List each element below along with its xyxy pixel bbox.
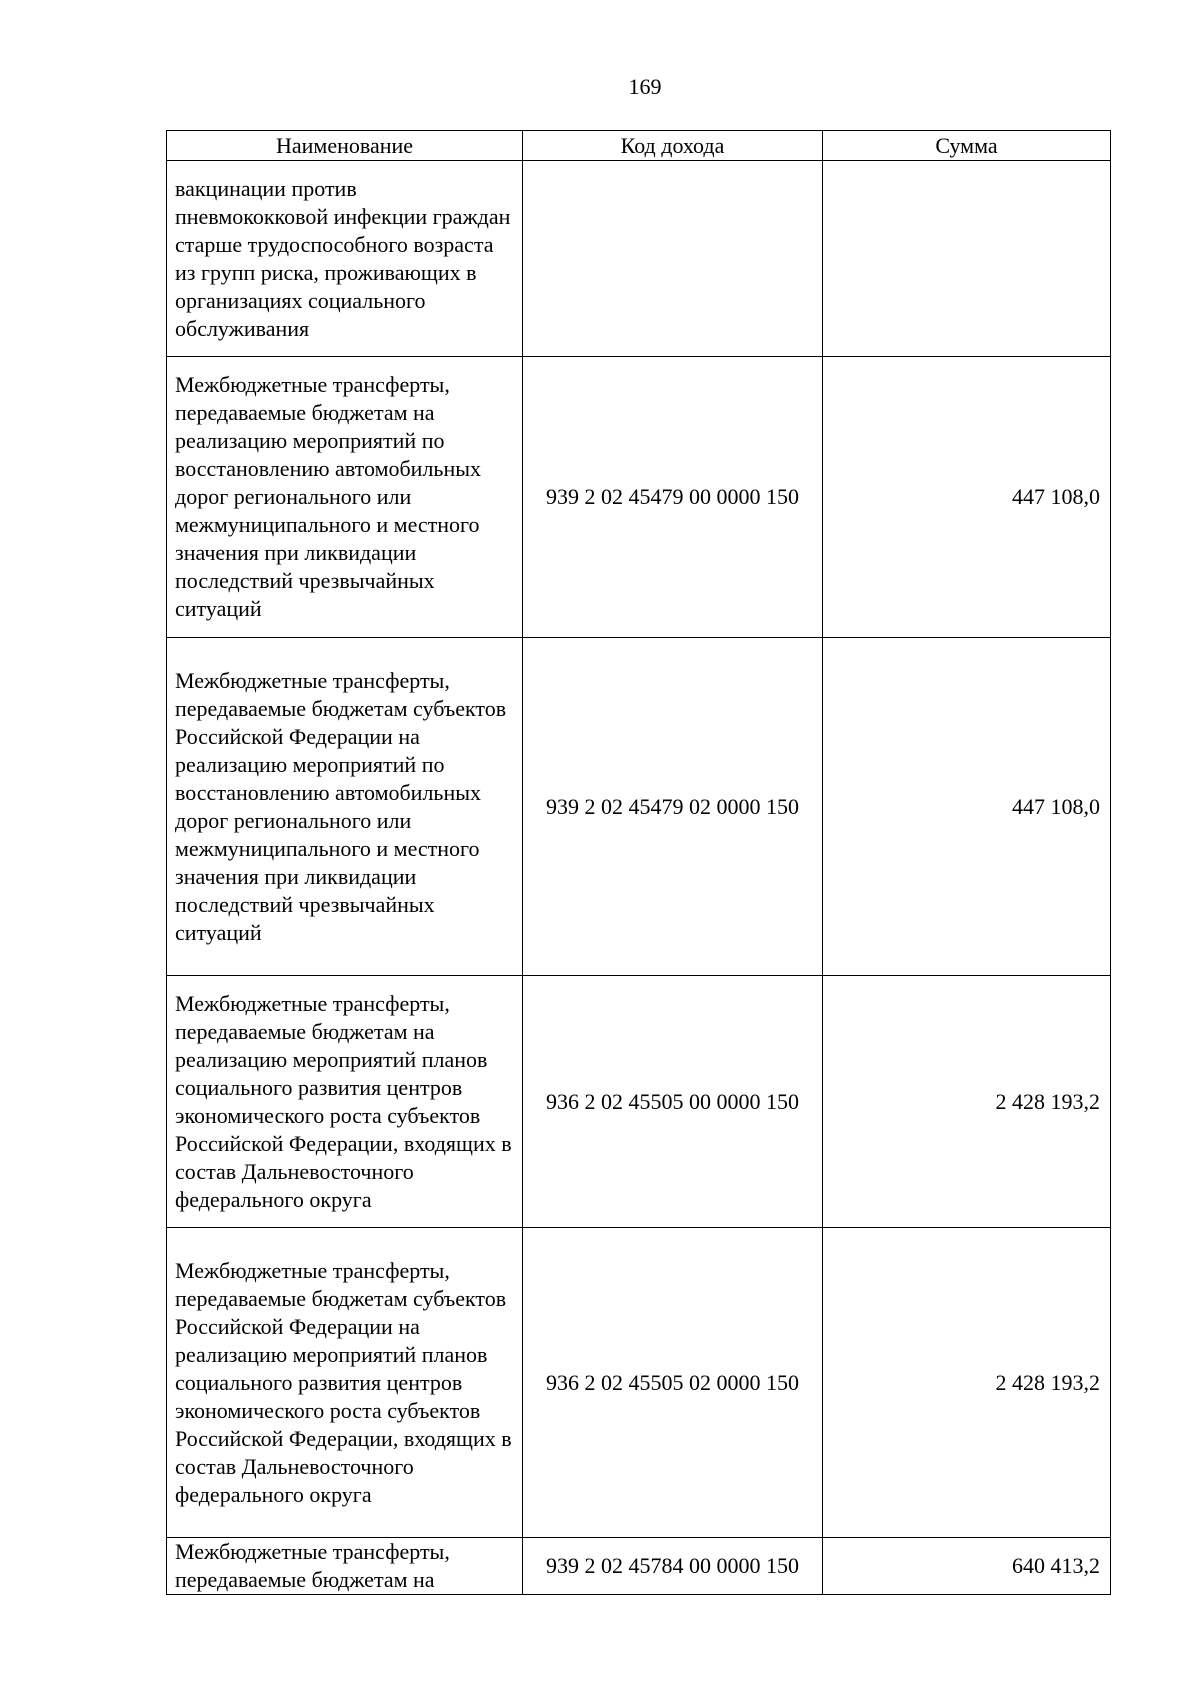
header-code: Код дохода xyxy=(523,131,823,161)
table-row xyxy=(167,1538,1111,1595)
table-row xyxy=(167,638,1111,976)
header-name: Наименование xyxy=(167,131,523,161)
row-sum: 447 108,0 xyxy=(823,638,1111,976)
row-sum xyxy=(823,161,1111,357)
row-code xyxy=(523,161,823,357)
row-code: 936 2 02 45505 02 0000 150 xyxy=(523,1228,823,1538)
row-code: 939 2 02 45784 00 0000 150 xyxy=(523,1538,823,1595)
page-number: 169 xyxy=(628,74,662,99)
row-code: 936 2 02 45505 00 0000 150 xyxy=(523,976,823,1228)
row-name: Межбюджетные трансферты, передаваемые бюджетам на реализацию мероприятий по восстановлению автомобильных дорог регионального или межмуниципального и местного значения при ликвидации последствий чрезвычайных ситуаций xyxy=(167,357,523,638)
row-name: Межбюджетные трансферты, передаваемые бюджетам субъектов Российской Федерации на реализацию мероприятий планов социального развития центров экономического роста субъектов Российской Федерации, входящих в состав Дальневосточного федерального округа xyxy=(167,1228,523,1538)
row-sum: 2 428 193,2 xyxy=(823,1228,1111,1538)
header-sum: Сумма xyxy=(823,131,1111,161)
row-sum: 2 428 193,2 xyxy=(823,976,1111,1228)
row-sum: 640 413,2 xyxy=(823,1538,1111,1595)
row-code: 939 2 02 45479 02 0000 150 xyxy=(523,638,823,976)
row-name: Межбюджетные трансферты, передаваемые бюджетам на реализацию мероприятий планов социального развития центров экономического роста субъектов Российской Федерации, входящих в состав Дальневосточного федерального округа xyxy=(167,976,523,1228)
row-name: Межбюджетные трансферты, передаваемые бюджетам субъектов Российской Федерации на реализацию мероприятий по восстановлению автомобильных дорог регионального или межмуниципального и местного значения при ликвидации последствий чрезвычайных ситуаций xyxy=(167,638,523,976)
row-name: вакцинации против пневмококковой инфекции граждан старше трудоспособного возраста из групп риска, проживающих в организациях социального обслуживания xyxy=(167,161,523,357)
table-row xyxy=(167,357,1111,638)
revenue-table xyxy=(166,130,1111,1595)
row-code: 939 2 02 45479 00 0000 150 xyxy=(523,357,823,638)
table-row xyxy=(167,161,1111,357)
row-name: Межбюджетные трансферты, передаваемые бюджетам на xyxy=(167,1538,523,1595)
row-sum: 447 108,0 xyxy=(823,357,1111,638)
table-header-row xyxy=(167,131,1111,161)
table-row xyxy=(167,1228,1111,1538)
table-row xyxy=(167,976,1111,1228)
